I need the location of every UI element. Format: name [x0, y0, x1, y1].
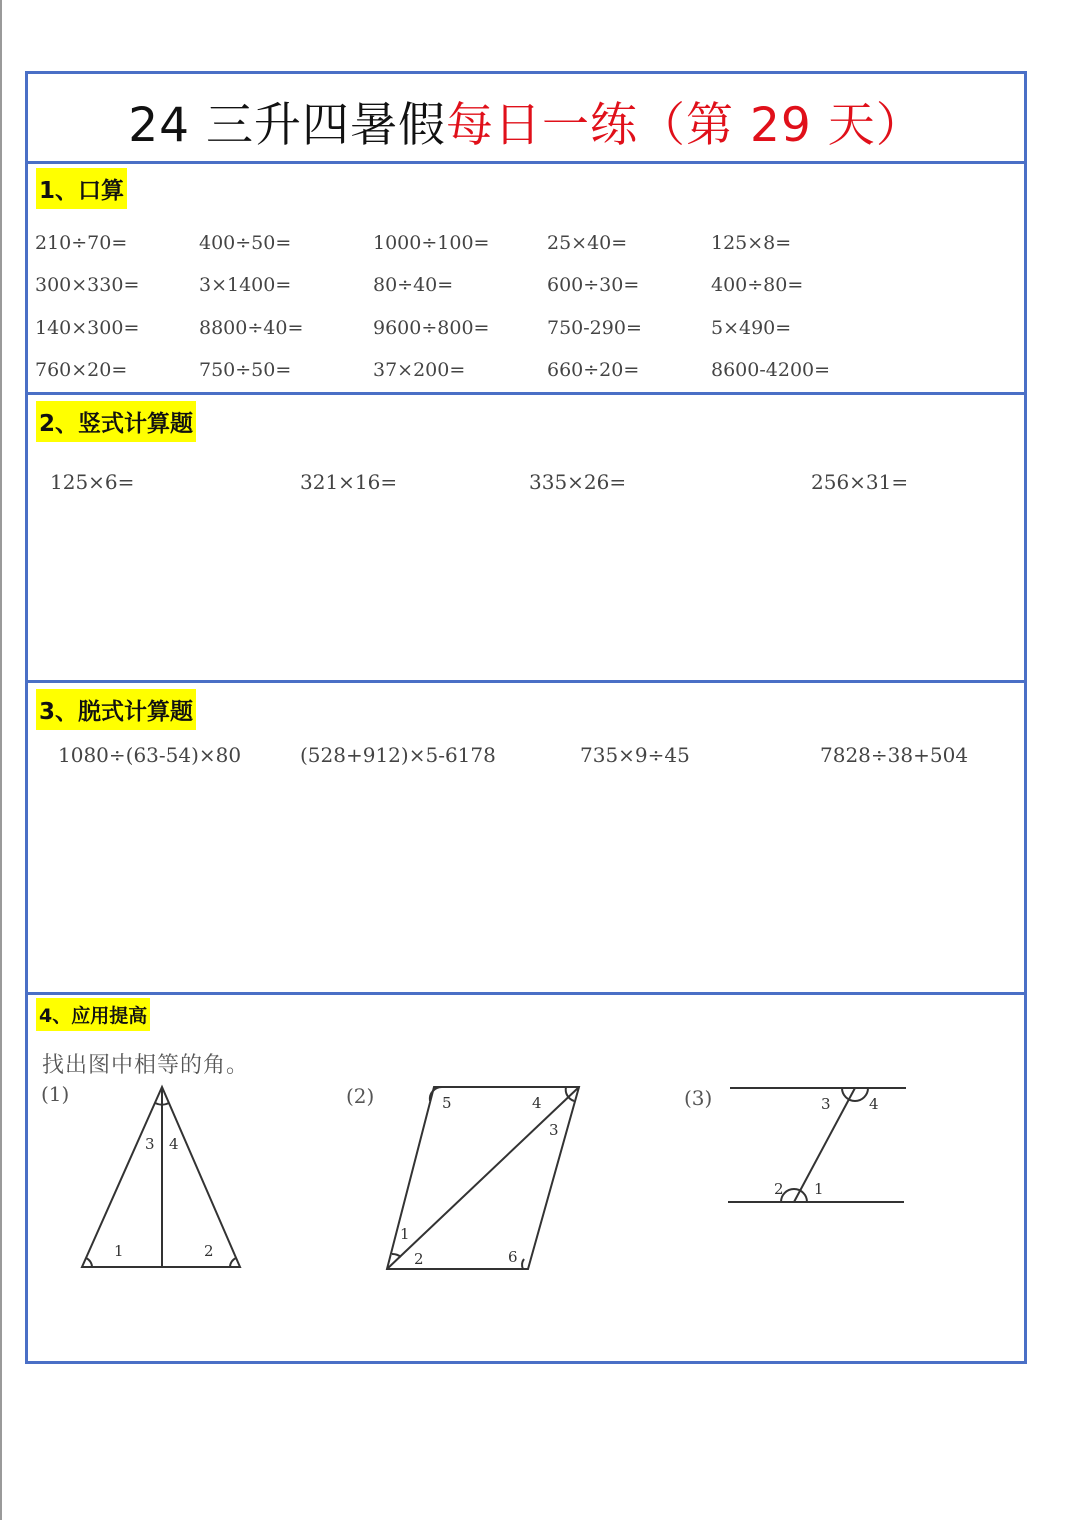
problem: 25×40= — [547, 232, 628, 254]
problem: 37×200= — [373, 359, 466, 381]
expression-problem: 1080÷(63-54)×80 — [58, 743, 242, 767]
problem: 125×8= — [711, 232, 792, 254]
problem: 80÷40= — [373, 274, 454, 296]
divider-section-1 — [28, 392, 1024, 395]
angle-label: 2 — [414, 1250, 424, 1268]
angle-label: 4 — [532, 1094, 542, 1112]
angle-label: 2 — [204, 1242, 214, 1260]
angle-label: 1 — [114, 1242, 124, 1260]
problem: 5×490= — [711, 317, 792, 339]
problem: 400÷50= — [199, 232, 292, 254]
problem: 8600-4200= — [711, 359, 831, 381]
divider-section-3 — [28, 992, 1024, 995]
angle-label: 1 — [400, 1225, 410, 1243]
problem: 140×300= — [35, 317, 140, 339]
section-2-label: 2、竖式计算题 — [36, 401, 196, 442]
section-1-label: 1、口算 — [36, 168, 127, 209]
vertical-problem: 335×26= — [529, 470, 627, 494]
expression-problem: 735×9÷45 — [580, 743, 690, 767]
question-prompt: 找出图中相等的角。 — [42, 1053, 250, 1078]
page-edge — [0, 0, 2, 1520]
page-title — [28, 88, 1024, 155]
problem: 210÷70= — [35, 232, 128, 254]
title-highlight: 每日一练（第 29 天） — [446, 98, 924, 153]
figure-3-label: (3) — [684, 1086, 713, 1110]
problem: 600÷30= — [547, 274, 640, 296]
divider-section-2 — [28, 680, 1024, 683]
angle-label: 5 — [442, 1094, 452, 1112]
problem: 9600÷800= — [373, 317, 490, 339]
expression-problem: 7828÷38+504 — [820, 743, 969, 767]
vertical-problem: 125×6= — [50, 470, 135, 494]
angle-label: 1 — [814, 1180, 824, 1198]
angle-label: 3 — [821, 1095, 831, 1113]
section-3-label: 3、脱式计算题 — [36, 689, 196, 730]
problem: 3×1400= — [199, 274, 292, 296]
worksheet — [25, 71, 1027, 1364]
problem: 750-290= — [547, 317, 642, 339]
vertical-problem: 256×31= — [811, 470, 909, 494]
angle-label: 4 — [869, 1095, 879, 1113]
figure-1-label: (1) — [41, 1082, 70, 1106]
expression-problem: (528+912)×5-6178 — [300, 743, 496, 767]
angle-label: 2 — [774, 1180, 784, 1198]
problem: 760×20= — [35, 359, 128, 381]
figure-2-label: (2) — [346, 1084, 375, 1108]
problem: 300×330= — [35, 274, 140, 296]
problem: 8800÷40= — [199, 317, 304, 339]
angle-label: 6 — [508, 1248, 518, 1266]
angle-label: 3 — [549, 1121, 559, 1139]
vertical-problem: 321×16= — [300, 470, 398, 494]
angle-label: 3 — [145, 1135, 155, 1153]
problem: 1000÷100= — [373, 232, 490, 254]
section-4-label: 4、应用提高 — [36, 998, 150, 1031]
problem: 750÷50= — [199, 359, 292, 381]
angle-label: 4 — [169, 1135, 179, 1153]
divider-title — [28, 161, 1024, 164]
title-main: 24 三升四暑假 — [128, 98, 447, 153]
problem: 660÷20= — [547, 359, 640, 381]
problem: 400÷80= — [711, 274, 804, 296]
